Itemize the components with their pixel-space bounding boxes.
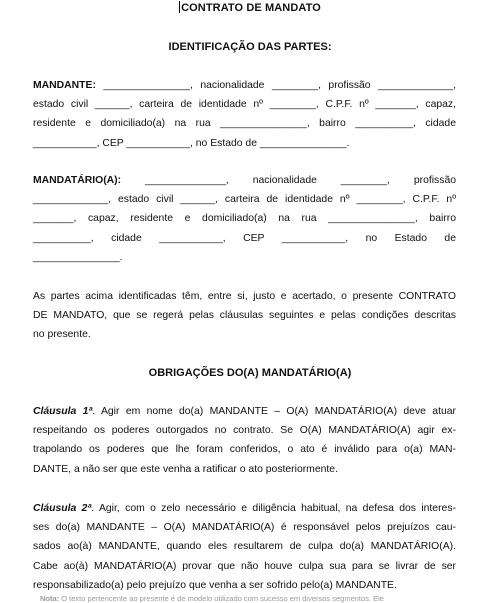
mandante-line-3: residente e domiciliado(a) na rua _______________, bairro __________, cidade — [33, 118, 456, 130]
footnote — [40, 594, 500, 603]
mandante-label: MANDANTE: — [33, 80, 96, 91]
heading-parties: IDENTIFICAÇÃO DAS PARTES: — [168, 41, 332, 53]
clause-2-line-2: ses do(a) MANDANTE – O(A) MANDATÁRIO(A) é responsável pelos prejuízos cau- — [33, 522, 456, 534]
document-title: CONTRATO DE MANDATO — [181, 2, 321, 14]
clause-2-line-3: sados ao(à) MANDANTE, quando eles resultarem de culpa do(a) MANDATÁRIO(A). — [33, 541, 456, 553]
intro-line-1: As partes acima identificadas têm, entre si, justo e acertado, o presente CONTRATO — [33, 291, 456, 302]
intro-line-2: DE MANDATO, que se regerá pelas cláusulas seguintes e pelas condições descritas — [33, 310, 456, 322]
mandatario-line-1: MANDATÁRIO(A): ______________, nacionalidade ________, profissão — [33, 175, 456, 186]
clause-2-line-4: Cabe ao(à) MANDATÁRIO(A) provar que não houve culpa sua para se livrar de ser — [33, 560, 456, 572]
clause-1-line-3: trapolando os poderes que lhe foram conferidos, o ato é inválido para o(a) MAN- — [33, 444, 456, 456]
footnote-label: Nota: — [40, 594, 60, 603]
mandatario-paragraph — [33, 171, 456, 267]
clause-1-paragraph — [33, 402, 456, 479]
mandante-paragraph — [33, 76, 456, 153]
clause-2-line-5: responsabilizado(a) pelo prejuízo que venha a ser sofrido pelo(a) MANDANTE. — [33, 579, 397, 591]
mandatario-line-4: __________, cidade ___________, CEP ___________, no Estado de — [33, 232, 456, 244]
mandante-line-4: ___________, CEP ___________, no Estado de _______________. — [33, 137, 350, 149]
footnote-text: O texto pertencente ao presente é de modelo utilizado com sucesso em diversos segmentos. Ele — [59, 594, 384, 603]
clause-1-line-1: Cláusula 1ª. Agir em nome do(a) MANDANTE – O(A) MANDATÁRIO(A) deve atuar — [33, 406, 456, 417]
text-cursor — [179, 1, 180, 13]
clause-2-label: Cláusula 2ª — [33, 503, 92, 514]
intro-paragraph — [33, 287, 456, 345]
intro-line-3: no presente. — [33, 329, 91, 341]
clause-1-line-2: respeitando os poderes outorgados no contrato. Se O(A) MANDATÁRIO(A) agir ex- — [33, 425, 456, 437]
heading-obligations: OBRIGAÇÕES DO(A) MANDATÁRIO(A) — [148, 367, 352, 379]
mandante-line-2: estado civil ______, carteira de identidade nº ________, C.P.F. nº _______, capaz, — [33, 99, 456, 111]
mandatario-line-5: _______________. — [33, 251, 123, 263]
clause-2-paragraph — [33, 499, 456, 595]
mandatario-label: MANDATÁRIO(A): — [33, 175, 122, 186]
clause-2-line-1: Cláusula 2ª. Agir, com o zelo necessário e diligência habitual, na defesa dos interes- — [33, 503, 456, 514]
mandatario-line-2: _____________, estado civil ______, carteira de identidade nº ________, C.P.F. nº — [33, 194, 456, 206]
clause-1-line-4: DANTE, a não ser que este venha a ratificar o ato posteriormente. — [33, 463, 338, 475]
mandatario-line-3: _______, capaz, residente e domiciliado(a) na rua _______________, bairro — [33, 213, 456, 225]
clause-1-label: Cláusula 1ª — [33, 406, 93, 417]
mandante-line-1: MANDANTE: _______________, nacionalidade ________, profissão _____________, — [33, 80, 456, 91]
